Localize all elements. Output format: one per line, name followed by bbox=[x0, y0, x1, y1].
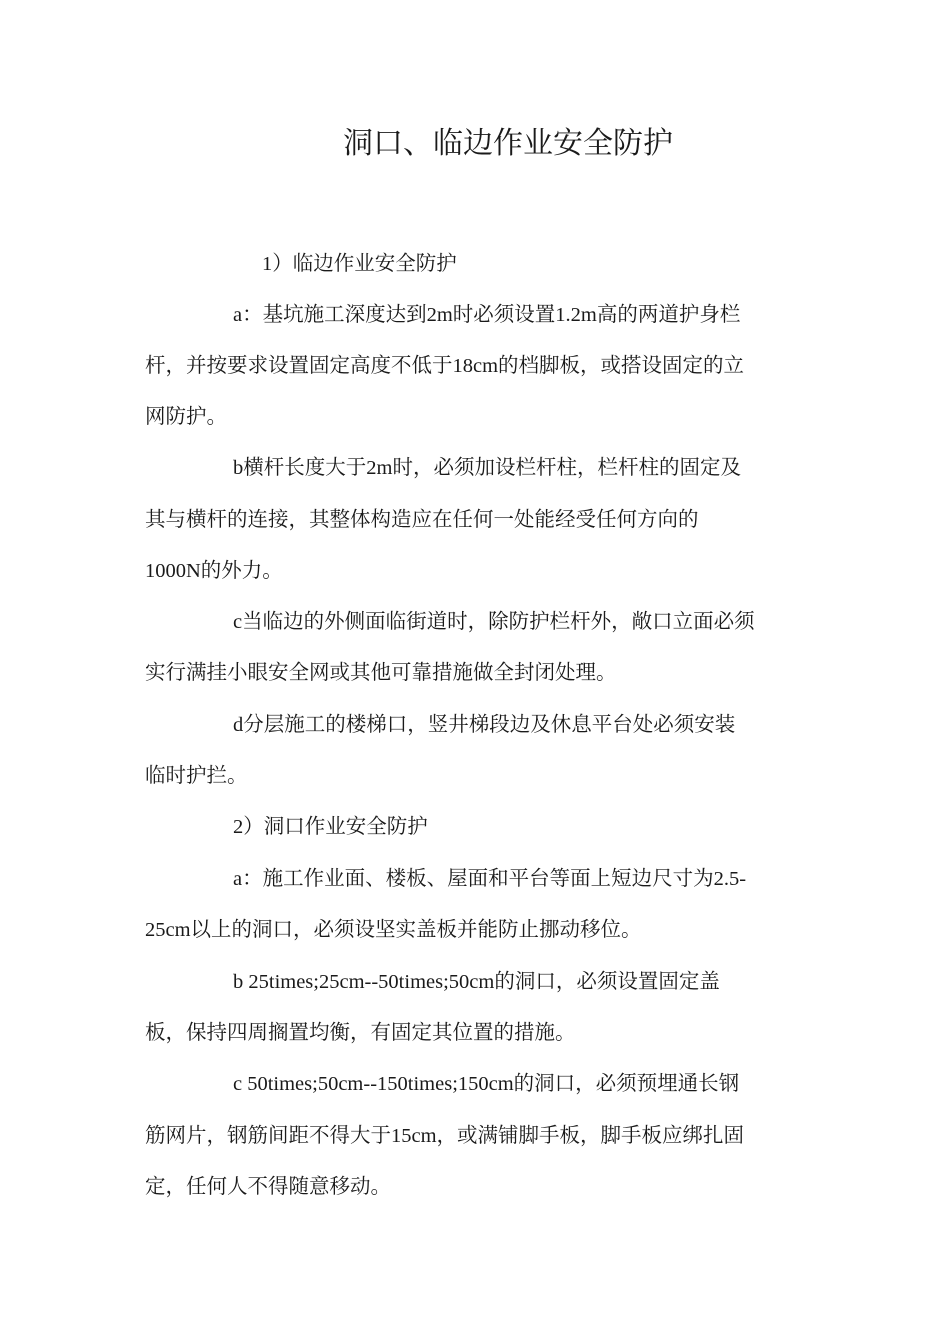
s1-c-line-2: 实行满挂小眼安全网或其他可靠措施做全封闭处理。 bbox=[145, 662, 617, 684]
section-2-heading: 2）洞口作业安全防护 bbox=[233, 816, 428, 838]
s1-d-line-2: 临时护拦。 bbox=[145, 765, 248, 787]
s2-c-line-3: 定，任何人不得随意移动。 bbox=[145, 1176, 391, 1198]
s1-a-line-3: 网防护。 bbox=[145, 406, 227, 428]
s2-b-line-1: b 25times;25cm--50times;50cm的洞口，必须设置固定盖 bbox=[233, 971, 720, 993]
s1-d-line-1: d分层施工的楼梯口，竖井梯段边及休息平台处必须安装 bbox=[233, 714, 736, 736]
s1-c-line-1: c当临边的外侧面临街道时，除防护栏杆外，敞口立面必须 bbox=[233, 611, 755, 633]
s1-b-line-2: 其与横杆的连接，其整体构造应在任何一处能经受任何方向的 bbox=[145, 509, 699, 531]
s2-a-line-1: a：施工作业面、楼板、屋面和平台等面上短边尺寸为2.5- bbox=[233, 868, 747, 890]
s2-b-line-2: 板，保持四周搁置均衡，有固定其位置的措施。 bbox=[145, 1022, 576, 1044]
section-1-heading: 1）临边作业安全防护 bbox=[262, 253, 457, 275]
s2-a-line-2: 25cm以上的洞口，必须设坚实盖板并能防止挪动移位。 bbox=[145, 919, 642, 941]
s1-b-line-3: 1000N的外力。 bbox=[145, 560, 283, 582]
s1-a-line-1: a：基坑施工深度达到2m时必须设置1.2m高的两道护身栏 bbox=[233, 304, 741, 326]
s2-c-line-1: c 50times;50cm--150times;150cm的洞口，必须预埋通长钢 bbox=[233, 1073, 740, 1095]
s1-a-line-2: 杆，并按要求设置固定高度不低于18cm的档脚板，或搭设固定的立 bbox=[145, 355, 745, 377]
s2-c-line-2: 筋网片，钢筋间距不得大于15cm，或满铺脚手板，脚手板应绑扎固 bbox=[145, 1125, 745, 1147]
s1-b-line-1: b横杆长度大于2m时，必须加设栏杆柱，栏杆柱的固定及 bbox=[233, 457, 741, 479]
document-title: 洞口、临边作业安全防护 bbox=[343, 127, 673, 160]
